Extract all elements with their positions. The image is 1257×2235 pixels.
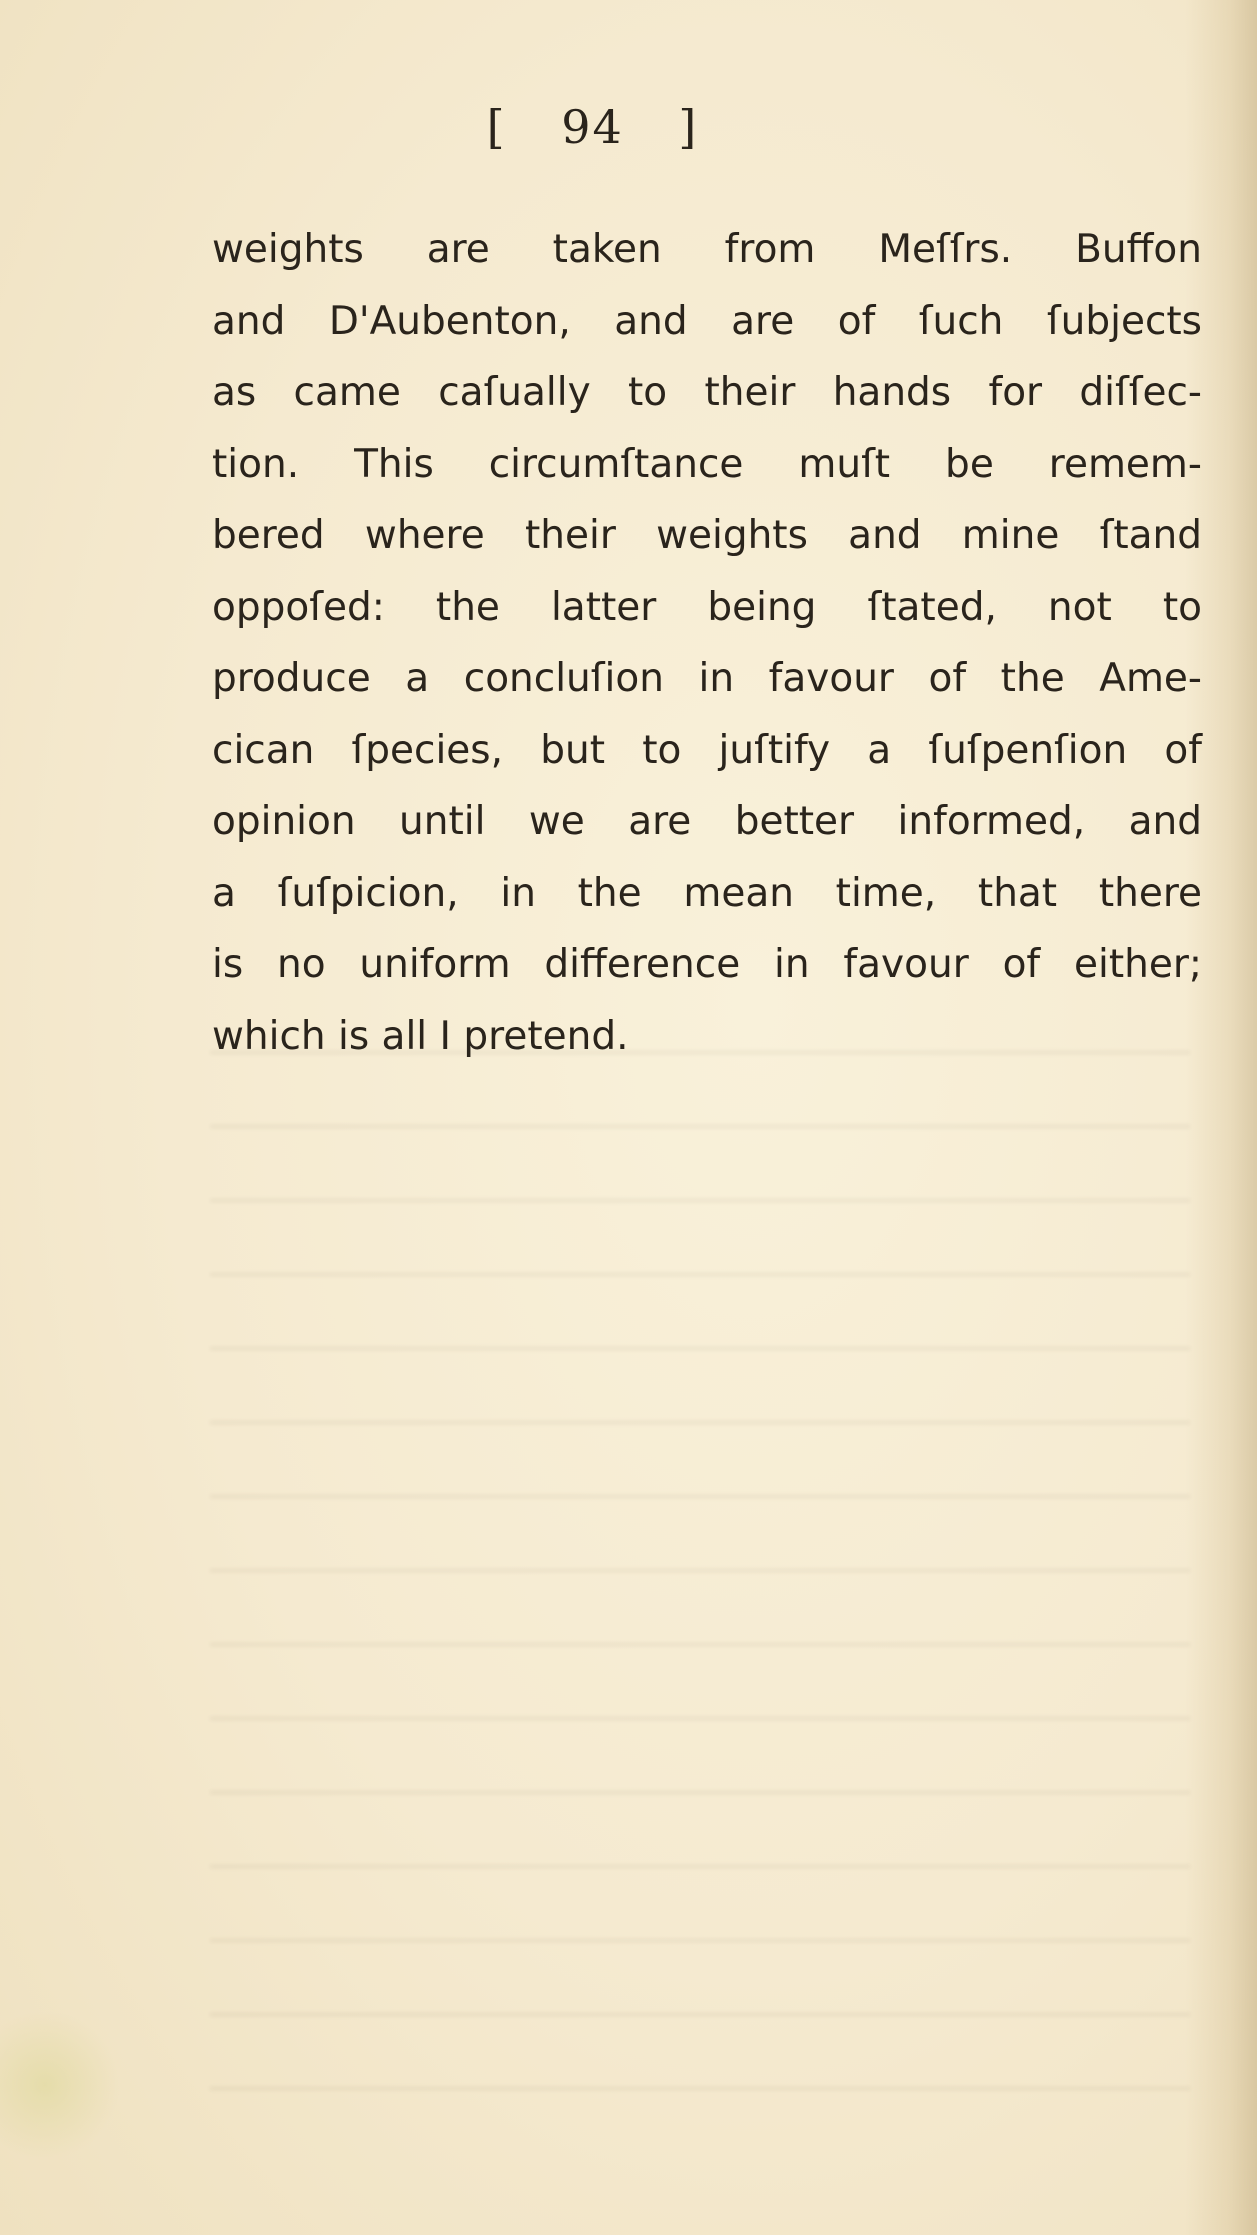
show-through-text [210,1040,1190,2090]
paper-stain [0,2010,120,2160]
text-line: bered where their weights and mine ſtand [212,513,1202,558]
text-line: as came caſually to their hands for diſſec- [212,370,1202,415]
text-line: tion. This circumſtance muſt be remem- [212,441,1202,487]
body-text [212,214,1202,1072]
text-line: produce a concluſion in favour of the Ame- [212,656,1202,701]
text-line: is no uniform difference in favour of either; [212,942,1202,987]
text-line: oppoſed: the latter being ſtated, not to [212,584,1202,630]
text-line: which is all I pretend. [212,1013,629,1059]
text-line: and D'Aubenton, and are of ſuch ſubjects [212,298,1202,344]
page-number: [ 94 ] [486,100,699,154]
text-line: opinion until we are better informed, and [212,799,1202,844]
text-line: weights are taken from Meſſrs. Buffon [212,227,1202,272]
text-line: a ſuſpicion, in the mean time, that there [212,870,1202,916]
text-line: cican ſpecies, but to juſtify a ſuſpenſion of [212,727,1202,773]
